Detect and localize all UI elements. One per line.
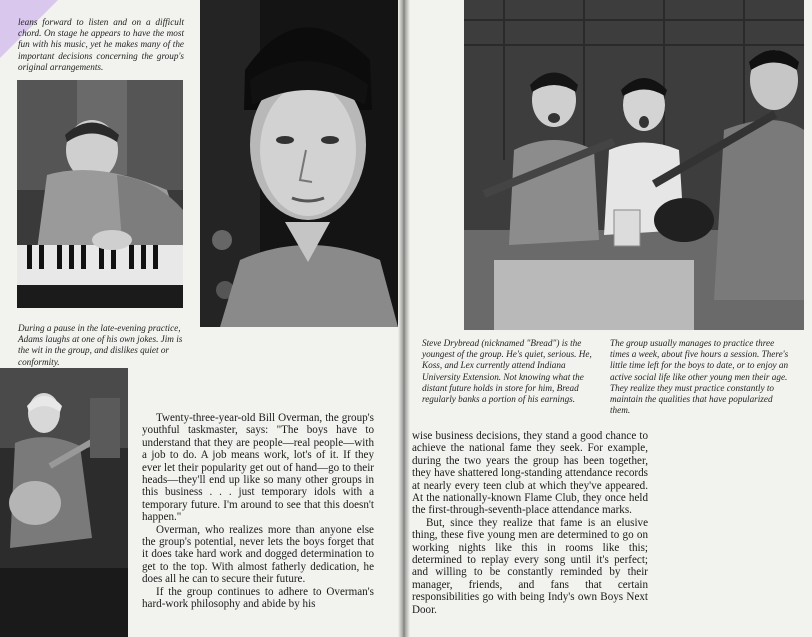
caption-top-left: leans forward to listen and on a difficult chord. On stage he appears to have the most fun with his music, yet he makes many of the important decisions concerning the group's original arrangements. <box>18 17 184 72</box>
left-page <box>0 0 404 637</box>
right-article-para-2: But, since they realize that fame is an elusive thing, these five young men are determined to go on working nights like this in rooms like this; determined to replay every song until it's perfect; and willing to be constantly reminded by their manager, friends, and fans that certain responsibilities go with being Indy's own Boys Next Door. <box>412 516 648 616</box>
caption-piano: During a pause in the late-evening practice, Adams laughs at one of his own jokes. Jim is the wit in the group, and dislikes quiet or conformity. <box>18 323 183 367</box>
photo-guitarist <box>0 368 128 637</box>
caption-steve: Steve Drybread (nicknamed "Bread") is the youngest of the group. He's quiet, serious. He, Koss, and Lex currently attend Indiana University Extension. Not knowing what the distant future holds in store for him, Bread regularly banks a portion of his earnings. <box>422 338 592 405</box>
right-page <box>404 0 812 637</box>
photo-band-practice <box>464 0 804 330</box>
right-article <box>412 430 648 616</box>
right-article-para-1: wise business decisions, they stand a good chance to achieve the national fame they seek. For example, during the two years the group has been together, they have shattered long-standing attendance records at nearly every teen club at which they've appeared. At the nationally-known Flame Club, they once held the first-through-seventh-place attendance marks. <box>412 430 648 517</box>
left-article-para-3: If the group continues to adhere to Overman's hard-work philosophy and abide by his <box>142 585 374 611</box>
photo-portrait <box>200 0 398 327</box>
left-article <box>142 412 374 611</box>
left-article-para-1: Twenty-three-year-old Bill Overman, the group's youthful taskmaster, says: "The boys have to understand that they are people—real people—with a job to do. A job means work, lot's of it. If they ever let their popularity get out of hand—go to their heads—they'll end up like so many other groups in this business . . . just temporary idols with a temporary future. I'm around to see that this doesn't happen." <box>142 412 374 524</box>
caption-practice: The group usually manages to practice three times a week, about five hours a session. There's little time left for the boys to date, or to enjoy an active social life like other young men their age. They realize they must practice constantly to maintain the qualities that have popularized them. <box>610 338 789 416</box>
photo-piano-player <box>17 80 183 308</box>
left-article-para-2: Overman, who realizes more than anyone else the group's potential, never lets the boys forget that it does take hard work and dogged determination to get to the top. With almost fatherly dedication, he does all he can to secure their future. <box>142 523 374 586</box>
page-gutter <box>398 0 410 637</box>
